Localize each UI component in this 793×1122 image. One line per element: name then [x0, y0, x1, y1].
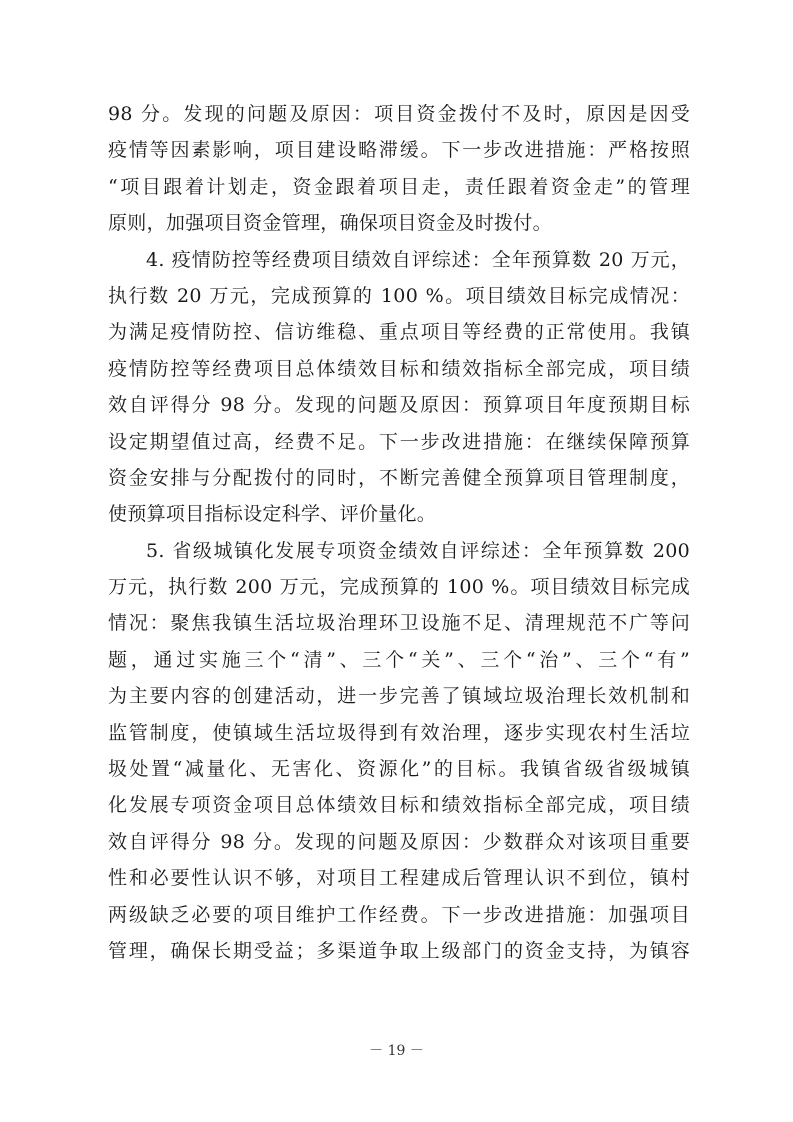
text-line: 疫情等因素影响，项目建设略滞缓。下一步改进措施：严格按照: [108, 139, 690, 162]
text-line: 性和必要性认识不够，对项目工程建成后管理认识不到位，镇村: [108, 867, 690, 890]
body-text: [108, 96, 690, 969]
text-line: 使预算项目指标设定科学、评价量化。: [108, 503, 437, 526]
text-line: “项目跟着计划走，资金跟着项目走，责任跟着资金走”的管理: [108, 175, 690, 198]
text-line: 两级缺乏必要的项目维护工作经费。下一步改进措施：加强项目: [108, 903, 690, 926]
text-line: 万元，执行数 200 万元，完成预算的 100 %。项目绩效目标完成: [108, 576, 690, 599]
text-line: 为主要内容的创建活动，进一步完善了镇域垃圾治理长效机制和: [108, 685, 690, 708]
text-line: 为满足疫情防控、信访维稳、重点项目等经费的正常使用。我镇: [108, 321, 690, 344]
text-line: 题，通过实施三个“清”、三个“关”、三个“治”、三个“有”: [108, 648, 690, 671]
text-line: 设定期望值过高，经费不足。下一步改进措施：在继续保障预算: [108, 430, 690, 453]
text-line: 执行数 20 万元，完成预算的 100 %。项目绩效目标完成情况：: [108, 284, 690, 307]
text-line: 管理，确保长期受益；多渠道争取上级部门的资金支持，为镇容: [108, 939, 690, 962]
text-line: 化发展专项资金项目总体绩效目标和绩效指标全部完成，项目绩: [108, 794, 690, 817]
text-line: 原则，加强项目资金管理，确保项目资金及时拨付。: [108, 212, 552, 235]
text-line: 资金安排与分配拨付的同时，不断完善健全预算项目管理制度，: [108, 466, 690, 489]
text-line: 4. 疫情防控等经费项目绩效自评综述：全年预算数 20 万元，: [146, 248, 690, 271]
text-line: 效自评得分 98 分。发现的问题及原因：少数群众对该项目重要: [108, 830, 690, 853]
text-line: 98 分。发现的问题及原因：项目资金拨付不及时，原因是因受: [108, 103, 690, 125]
text-line: 5. 省级城镇化发展专项资金绩效自评综述：全年预算数 200: [146, 539, 690, 562]
text-line: 疫情防控等经费项目总体绩效目标和绩效指标全部完成，项目绩: [108, 357, 690, 380]
text-line: 情况：聚焦我镇生活垃圾治理环卫设施不足、清理规范不广等问: [108, 612, 690, 635]
text-line: 效自评得分 98 分。发现的问题及原因：预算项目年度预期目标: [108, 394, 690, 417]
text-line: 监管制度，使镇域生活垃圾得到有效治理，逐步实现农村生活垃: [108, 721, 690, 744]
page-number: － 19 －: [369, 1043, 424, 1059]
text-line: 圾处置“减量化、无害化、资源化”的目标。我镇省级省级城镇: [108, 758, 690, 781]
